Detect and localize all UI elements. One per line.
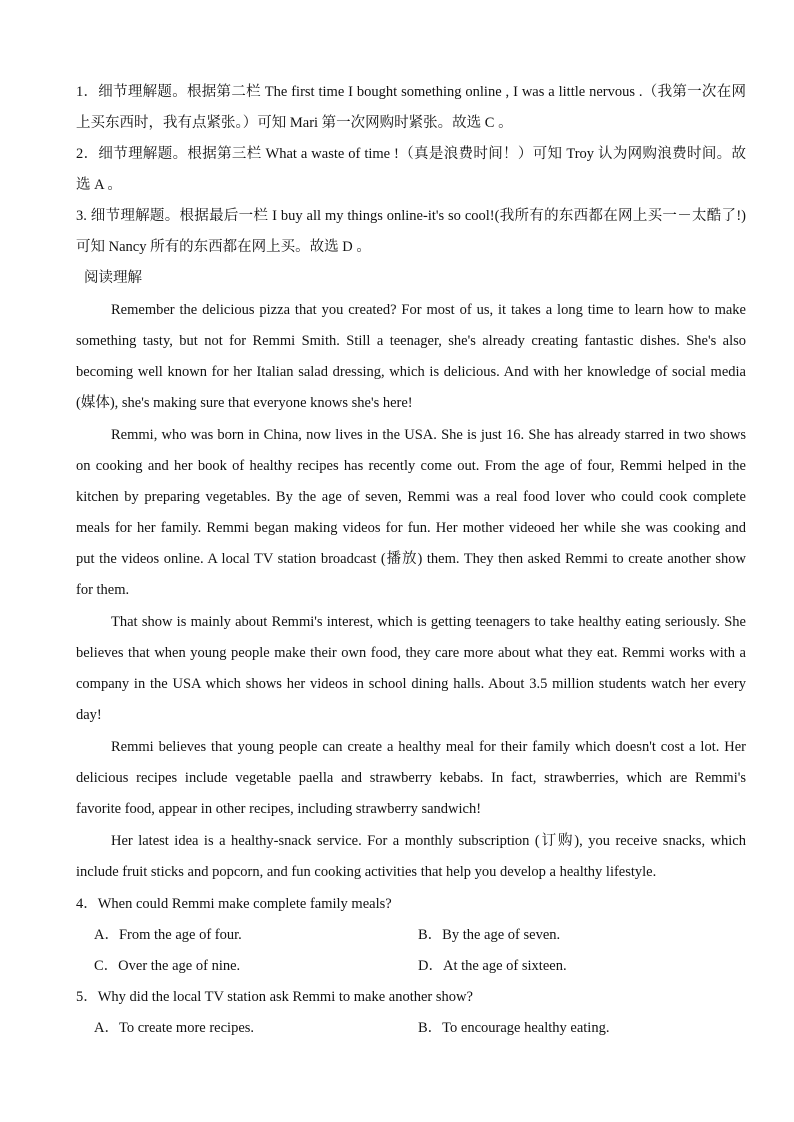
passage-p2-line-3: kitchen by preparing vegetables. By the age of seven, Remmi was a real food lover who could cook complete bbox=[76, 489, 746, 505]
question-5-option-a: A．To create more recipes. bbox=[94, 1020, 255, 1036]
question-4-option-c: C．Over the age of nine. bbox=[94, 958, 241, 974]
passage-p2-line-5: put the videos online. A local TV station broadcast (播放) them. They then asked Remmi to create another show bbox=[76, 551, 746, 567]
explanation-1-line-2: 上买东西时，我有点紧张。）可知 Mari 第一次网购时紧张。故选 C 。 bbox=[76, 115, 513, 131]
passage-p3-line-1: That show is mainly about Remmi's interest, which is getting teenagers to take healthy eating seriously. She bbox=[111, 614, 746, 630]
passage-p2-line-1: Remmi, who was born in China, now lives in the USA. She is just 16. She has already starred in two shows bbox=[111, 427, 746, 443]
explanation-3-line-1: 3. 细节理解题。根据最后一栏 I buy all my things online-it's so cool!(我所有的东西都在网上买一－太酷了!) bbox=[76, 208, 746, 224]
passage-p1-line-3: becoming well known for her Italian salad dressing, which is delicious. And with her knowledge of social media bbox=[76, 364, 746, 380]
question-4-option-a: A．From the age of four. bbox=[94, 927, 242, 943]
passage-p4-line-1: Remmi believes that young people can create a healthy meal for their family which doesn't cost a lot. Her bbox=[111, 739, 746, 755]
question-4-option-b: B．By the age of seven. bbox=[418, 927, 561, 943]
passage-p1-line-2: something tasty, but not for Remmi Smith. Still a teenager, she's already creating fantastic dishes. She's also bbox=[76, 333, 746, 349]
question-5-option-b: B．To encourage healthy eating. bbox=[418, 1020, 610, 1036]
passage-p1-line-4: (媒体), she's making sure that everyone knows she's here! bbox=[76, 395, 413, 411]
passage-p5-line-1: Her latest idea is a healthy-snack service. For a monthly subscription (订购), you receive snacks, which bbox=[111, 833, 746, 849]
passage-p3-line-2: believes that when young people make their own food, they care more about what they eat. Remmi works with a bbox=[76, 645, 746, 661]
explanation-2-line-1: 2．细节理解题。根据第三栏 What a waste of time !（真是浪费时间！）可知 Troy 认为网购浪费时间。故 bbox=[76, 146, 746, 162]
passage-p3-line-4: day! bbox=[76, 707, 102, 723]
explanation-1-line-1: 1．细节理解题。根据第二栏 The first time I bought something online , I was a little nervous .（我第一次在网 bbox=[76, 84, 746, 100]
passage-p2-line-2: on cooking and her book of healthy recipes has recently come out. From the age of four, Remmi helped in the bbox=[76, 458, 746, 474]
passage-p4-line-2: delicious recipes include vegetable paella and strawberry kebabs. In fact, strawberries, which are Remmi's bbox=[76, 770, 746, 786]
passage-p1-line-1: Remember the delicious pizza that you created? For most of us, it takes a long time to learn how to make bbox=[111, 302, 746, 318]
explanation-3-line-2: 可知 Nancy 所有的东西都在网上买。故选 D 。 bbox=[76, 239, 371, 255]
question-5-stem: 5．Why did the local TV station ask Remmi to make another show? bbox=[76, 989, 473, 1005]
question-4-option-d: D．At the age of sixteen. bbox=[418, 958, 567, 974]
passage-p2-line-6: for them. bbox=[76, 582, 130, 598]
question-4-stem: 4．When could Remmi make complete family meals? bbox=[76, 896, 392, 912]
passage-p5-line-2: include fruit sticks and popcorn, and fun cooking activities that help you develop a healthy lifestyle. bbox=[76, 864, 657, 880]
passage-p3-line-3: company in the USA which shows her videos in school dining halls. About 3.5 million students watch her every bbox=[76, 676, 746, 692]
explanation-2-line-2: 选 A 。 bbox=[76, 177, 122, 193]
passage-p4-line-3: favorite food, appear in other recipes, including strawberry sandwich! bbox=[76, 801, 482, 817]
passage-p2-line-4: meals for her family. Remmi began making videos for fun. Her mother videoed her while she was cooking and bbox=[76, 520, 746, 536]
section-title: 阅读理解 bbox=[84, 270, 142, 286]
